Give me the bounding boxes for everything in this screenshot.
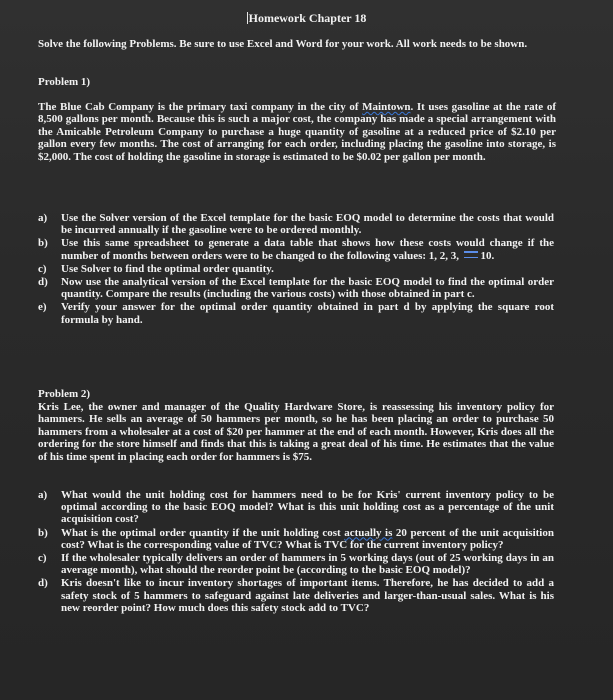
- question-text: Now use the analytical version of the Excel template for the basic EOQ model to find the optimal order quantity. Compare the results (including the various costs) with those obtained in part c.: [61, 276, 554, 301]
- problem-1-question-d: [38, 276, 554, 300]
- problem-1-questions: [38, 212, 554, 339]
- problem-2-question-d: [38, 577, 554, 614]
- problem-1-body: The Blue Cab Company is the primary taxi company in the city of Maintown. It uses gasoline at the rate of 8,500 gallons per month. Because this is such a major cost, the company has made a special arrangement with the Amicable Petroleum Company to purchase a huge quantity of gasoline at a reduced price of $2.10 per gallon every few months. The cost of arranging for each order, including placing the gasoline into storage, is $2,000. The cost of holding the gasoline in storage is estimated to be $0.02 per gallon per month.: [38, 101, 556, 163]
- spellcheck-underline: actually is: [344, 526, 393, 539]
- problem-2-questions: [38, 489, 554, 615]
- document-title-text: Homework Chapter 18: [248, 11, 367, 25]
- question-text: What is the optimal order quantity if the unit holding cost actually is 20 percent of the unit acquisition cost? What is the corresponding value of TVC? What is TVC for the current inventory policy?: [61, 526, 554, 551]
- problem-1-question-a: [38, 212, 554, 236]
- problem-1-question-c: [38, 263, 554, 275]
- question-marker: d): [38, 577, 48, 590]
- problem-2-question-c: [38, 552, 554, 576]
- problem-2-body: Kris Lee, the owner and manager of the Quality Hardware Store, is reassessing his inventory policy for hammers. He sells an average of 50 hammers per month, so he has been placing an order to purchase 50 hammers from a wholesaler at a cost of $20 per hammer at the end of each month. However, Kris does all the ordering for the store himself and finds that this is taking a great deal of his time. He estimates that the value of his time spent in placing each order for hammers is $75.: [38, 401, 554, 463]
- question-text: Use the Solver version of the Excel template for the basic EOQ model to determine the costs that would be incurred annually if the gasoline were to be ordered monthly.: [61, 212, 554, 237]
- problem-1-question-b: [38, 237, 554, 261]
- question-text: What would the unit holding cost for hammers need to be for Kris' current inventory policy to be optimal according to the basic EOQ model? What is this unit holding cost as a percentage of the unit acquisition cost?: [61, 489, 554, 526]
- document-title: [0, 11, 613, 26]
- question-text: If the wholesaler typically delivers an order of hammers in 5 working days (out of 25 working days in an average month), what should the reorder point be (according to the basic EOQ model)?: [61, 552, 554, 577]
- problem-2-heading: Problem 2): [38, 388, 91, 400]
- problem-2-question-b: [38, 527, 554, 551]
- problem-1-heading: Problem 1): [38, 76, 91, 88]
- instructions-paragraph: Solve the following Problems. Be sure to use Excel and Word for your work. All work needs to be shown.: [38, 38, 528, 50]
- question-marker: a): [38, 212, 48, 224]
- question-marker: b): [38, 237, 48, 250]
- problem-1-question-e: [38, 301, 554, 325]
- text-cursor: [247, 12, 248, 24]
- question-marker: c): [38, 552, 47, 565]
- question-marker: a): [38, 489, 48, 501]
- question-text: Use this same spreadsheet to generate a data table that shows how these costs would change if the number of months between orders were to be changed to the following values: 1, 2, 3, 10.: [61, 237, 554, 262]
- ellipsis-dash-icon: [464, 251, 478, 258]
- question-marker: c): [38, 262, 47, 275]
- question-text: Verify your answer for the optimal order quantity obtained in part d by applying the square root formula by hand.: [61, 301, 554, 326]
- question-marker: b): [38, 526, 48, 539]
- spellcheck-underline: Maintown: [362, 101, 411, 113]
- question-marker: e): [38, 301, 47, 314]
- question-text: Kris doesn't like to incur inventory shortages of important items. Therefore, he has decided to add a safety stock of 5 hammers to safeguard against late deliveries and larger-than-usual sales. What is his new reorder point? How much does this safety stock add to TVC?: [61, 577, 554, 614]
- problem-2-question-a: [38, 489, 554, 526]
- question-marker: d): [38, 276, 48, 289]
- question-text: Use Solver to find the optimal order quantity.: [61, 262, 274, 275]
